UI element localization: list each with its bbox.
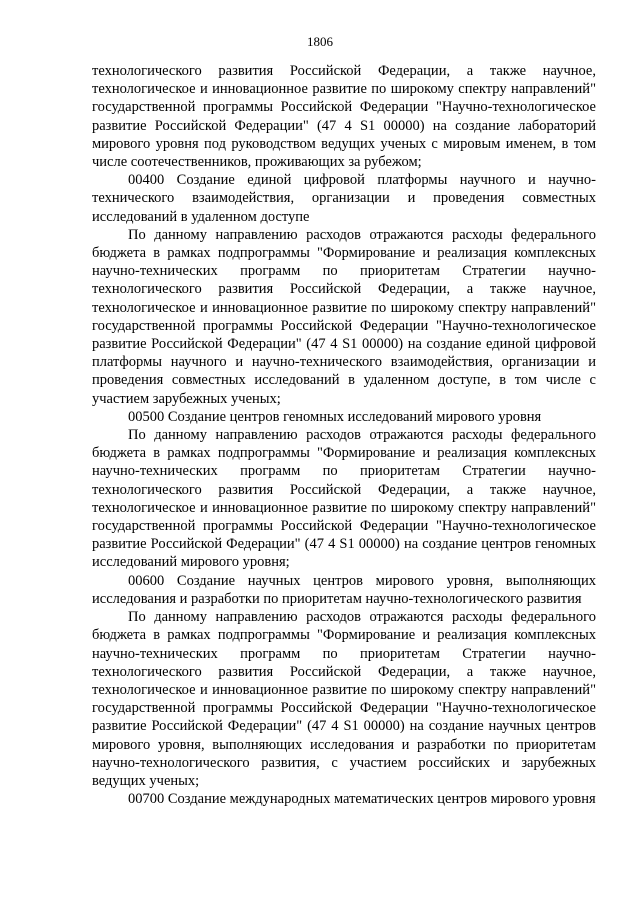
paragraph-00500-heading: 00500 Создание центров геномных исследований мирового уровня (128, 408, 542, 425)
paragraph-00600-description: По данному направлению расходов отражаются расходы федерального бюджета в рамках подпрограммы "Формирование и реализация комплексных научно-технических программ по приоритетам Стратегии научно-технологического развития Российской Федерации, а также научное, технологическое и инновационное развитие по широкому спектру направлений" государственной программы Российской Федерации "Научно-технологическое развитие Российской Федерации" (47 4 S1 00000) на создание научных центров мирового уровня, выполняющих исследования и разработки по приоритетам научно-технологического развития, с участием российских и зарубежных ведущих ученых; (92, 609, 596, 789)
paragraph-00400-heading: 00400 Создание единой цифровой платформы научного и научно-технического взаимодействия, организации и проведения совместных исследований в удаленном доступе (92, 172, 596, 225)
paragraph-00700-heading: 00700 Создание международных математических центров мирового уровня (128, 791, 596, 808)
paragraph-continuation: технологического развития Российской Федерации, а также научное, технологическое и инновационное развитие по широкому спектру направлений" государственной программы Российской Федерации "Научно-технологическое развитие Российской Федерации" (47 4 S1 00000) на создание лабораторий мирового уровня под руководством ведущих ученых с мировым именем, в том числе соотечественников, проживающих за рубежом; (92, 63, 596, 171)
paragraph-00500-description: По данному направлению расходов отражаются расходы федерального бюджета в рамках подпрограммы "Формирование и реализация комплексных научно-технических программ по приоритетам Стратегии научно-технологического развития Российской Федерации, а также научное, технологическое и инновационное развитие по широкому спектру направлений" государственной программы Российской Федерации "Научно-технологическое развитие Российской Федерации" (47 4 S1 00000) на создание центров геномных исследований мирового уровня; (92, 427, 596, 571)
paragraph-00400-description: По данному направлению расходов отражаются расходы федерального бюджета в рамках подпрограммы "Формирование и реализация комплексных научно-технических программ по приоритетам Стратегии научно-технологического развития Российской Федерации, а также научное, технологическое и инновационное развитие по широкому спектру направлений" государственной программы Российской Федерации "Научно-технологическое развитие Российской Федерации" (47 4 S1 00000) на создание единой цифровой платформы научного и научно-технического взаимодействия, организации и проведения совместных исследований в удаленном доступе, в том числе с участием зарубежных ученых; (92, 226, 596, 407)
paragraph-00600-heading: 00600 Создание научных центров мирового уровня, выполняющих исследования и разработки по приоритетам научно-технологического развития (92, 572, 596, 607)
page-number: 1806 (307, 34, 333, 49)
document-body (92, 62, 596, 808)
